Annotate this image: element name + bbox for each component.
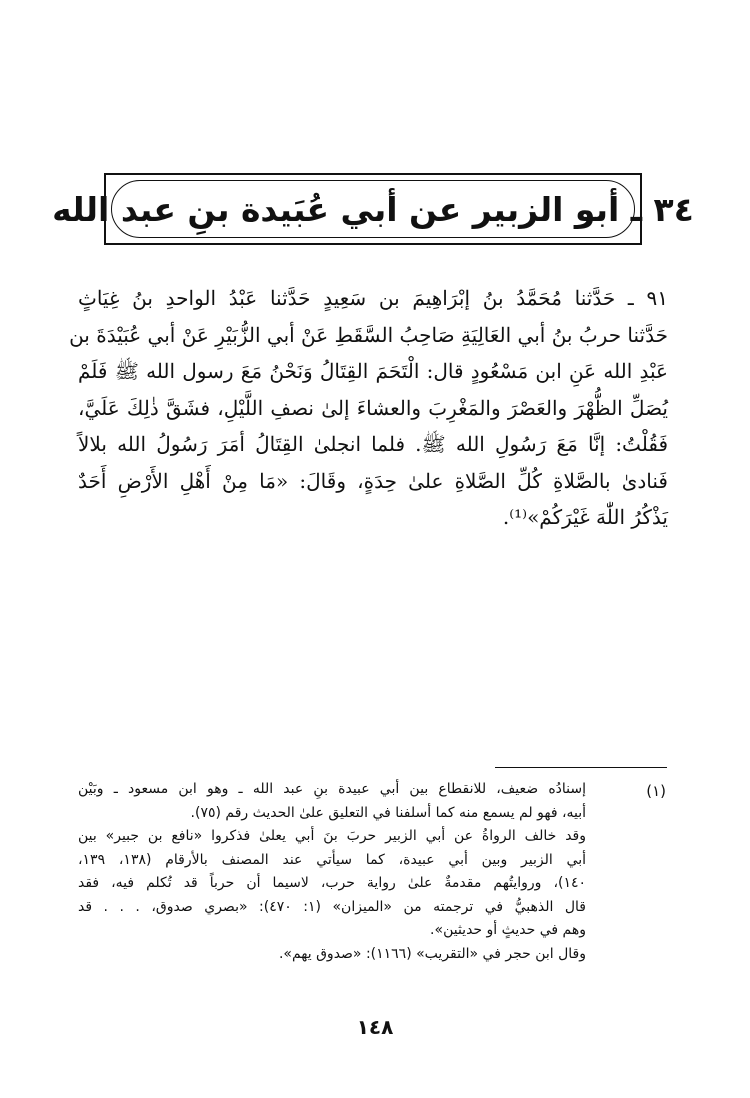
footnote-line: وقد خالف الرواةُ عن أبي الزبير حربَ بنَ أبي يعلىٰ فذكروا «نافع بن جبير» بين	[78, 828, 586, 844]
hadith-line: فَقُلْتُ: إنَّا مَعَ رَسُولِ الله ﷺ. فلما انجلىٰ القِتَالُ أمَرَ رَسُولُ الله بلالاً	[78, 432, 668, 456]
hadith-line: يَذْكُرُ اللّٰهَ غَيْرَكُمْ»⁽¹⁾.	[502, 505, 668, 529]
footnote-text	[78, 778, 586, 966]
hadith-line: عَبْدِ الله عَنِ ابن مَسْعُودٍ قال: الْتَحَمَ القِتَالُ وَنَحْنُ مَعَ رسول الله ﷺ فَلَمْ	[78, 359, 668, 383]
hadith-line: حَدَّثنا حربُ بنُ أبي العَالِيَةِ صَاحِبُ السَّقَطِ عَنْ أبي الزُّبَيْرِ عَنْ أبي عُبَيْدَةَ بن	[69, 322, 668, 347]
footnote-line: وهم في حديثٍ أو حديثين».	[430, 922, 586, 938]
hadith-line: فَنادىٰ بالصَّلاةِ كُلِّ الصَّلاةِ علىٰ حِدَةٍ، وقَالَ: «مَا مِنْ أَهْلِ الأَرْضِ أَحَدٌ	[78, 468, 668, 493]
footnote-line: أبي الزبير وبين أبي عبيدة، كما سيأتي عند المصنف بالأرقام (١٣٨، ١٣٩،	[78, 851, 586, 868]
chapter-title: ٣٤ ـ أبو الزبير عن أبي عُبَيدة بنِ عبد الله	[52, 189, 694, 229]
hadith-line: يُصَلِّ الظُّهْرَ والعَصْرَ والمَغْرِبَ والعشاءَ إلىٰ نصفِ اللَّيْلِ، فشَقَّ ذٰلِكَ عَلَيَّ،	[78, 395, 668, 420]
footnote-number: (١)	[646, 782, 666, 800]
page-number: ١٤٨	[356, 1015, 394, 1039]
footnote-divider	[495, 767, 667, 768]
hadith-line: ٩١ ـ حَدَّثنا مُحَمَّدُ بنُ إبْرَاهِيمَ بن سَعِيدٍ حَدَّثنا عَبْدُ الواحدِ بنُ غِيَاثٍ	[78, 286, 668, 310]
footnote-line: وقال ابن حجر في «التقريب» (١١٦٦): «صدوق يهم».	[278, 945, 586, 962]
footnote-line: قال الذهبيُّ في ترجمته من «الميزان» (١: ٤٧٠): «بصري صدوق، . . . قد	[78, 898, 586, 915]
hadith-text	[69, 280, 668, 536]
footnote-line: أبيه، فهو لم يسمع منه كما أسلفنا في التعليق علىٰ الحديث رقم (٧٥).	[190, 804, 586, 821]
chapter-title-frame	[52, 173, 694, 245]
footnote-line: إسنادُه ضعيف، للانقطاع بين أبي عبيدة بنِ عبد الله ـ وهو ابن مسعود ـ وبَيْن	[78, 781, 586, 797]
footnote-line: ١٤٠)، وروايتُهم مقدمةٌ علىٰ رواية حرب، لاسيما أن حرباً قد تُكلم فيه، فقد	[78, 875, 586, 891]
